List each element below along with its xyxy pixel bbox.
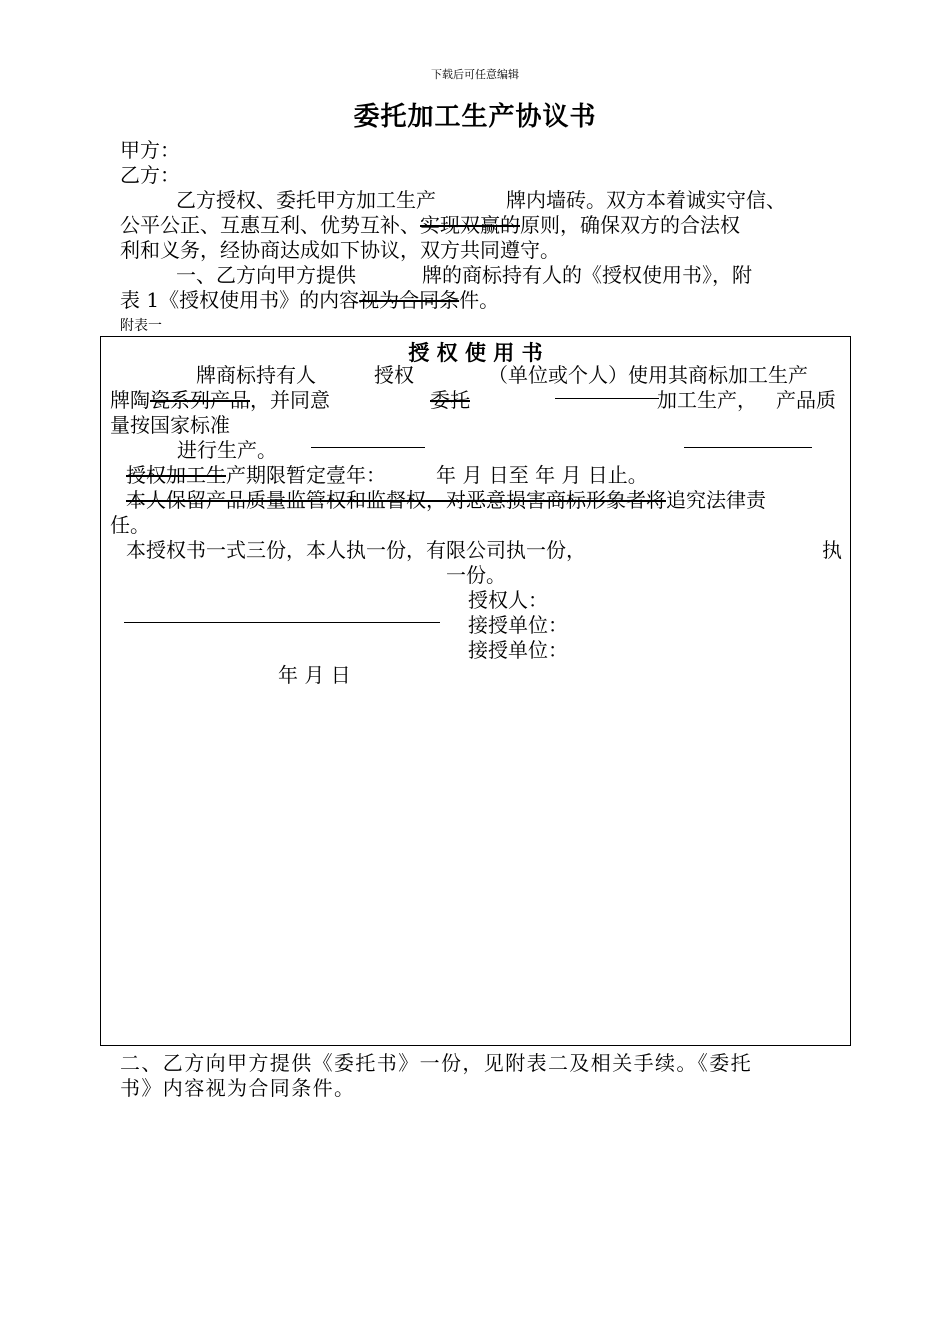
auth-row2-d: 加工生产， xyxy=(657,388,757,412)
para1-line3: 利和义务，经协商达成如下协议，双方共同遵守。 xyxy=(120,238,560,262)
header-note: 下载后可任意编辑 xyxy=(431,68,519,81)
struck-text: 实现双赢的 xyxy=(420,213,520,237)
struck-text: 授权加工生 xyxy=(126,463,226,487)
blank-line xyxy=(555,398,659,399)
party-a-label: 甲方： xyxy=(120,138,180,162)
auth-row1-b: 授权 xyxy=(374,363,414,387)
auth-row5-dates: 年 月 日至 年 月 日止。 xyxy=(436,463,648,487)
auth-row3: 量按国家标准 xyxy=(110,413,230,437)
auth-text: 追究法律责 xyxy=(666,488,766,512)
party-b-label: 乙方： xyxy=(120,163,180,187)
auth-row8-a: 本授权书一式三份，本人执一份，有限公司执一份， xyxy=(126,538,586,562)
auth-title: 授 权 使 用 书 xyxy=(408,340,543,365)
struck-text: 视为合同条 xyxy=(359,288,460,312)
auth-row8-b: 执 xyxy=(822,538,842,562)
para1-line1 xyxy=(176,187,786,213)
para2-text: 件。 xyxy=(459,288,500,312)
auth-row2-e: 产品质 xyxy=(776,388,836,412)
signature-recipient-2: 接授单位： xyxy=(468,638,568,662)
para1-text: 公平公正、互惠互利、优势互补、 xyxy=(120,213,420,237)
para3-line2: 书》内容视为合同条件。 xyxy=(120,1076,356,1100)
auth-row9: 一份。 xyxy=(446,563,506,587)
auth-row5 xyxy=(110,462,386,488)
auth-row6 xyxy=(126,487,766,513)
auth-text: 牌陶 xyxy=(110,388,150,412)
para2-text: 表 1《授权使用书》的内容 xyxy=(120,288,360,312)
struck-text: 本人保留产品质量监管权和监督权，对恶意损害商标形象者将 xyxy=(126,488,666,512)
blank-line xyxy=(684,447,812,448)
signature-authorizer: 授权人： xyxy=(468,588,548,612)
struck-text: 瓷系列产品 xyxy=(150,388,250,412)
blank-line xyxy=(311,447,425,448)
auth-row2-a xyxy=(110,387,330,413)
para2-text: 一、乙方向甲方提供 xyxy=(176,263,356,287)
auth-row1-c: （单位或个人）使用其商标加工生产 xyxy=(488,363,808,387)
para1-line2 xyxy=(120,212,740,238)
auth-text: ，并同意 xyxy=(250,388,330,412)
auth-date: 年 月 日 xyxy=(278,663,351,687)
signature-recipient-1: 接授单位： xyxy=(468,613,568,637)
para2-line2 xyxy=(120,287,499,313)
para3-line1: 二、乙方向甲方提供《委托书》一份，见附表二及相关手续。《委托 xyxy=(120,1051,752,1075)
signature-line xyxy=(124,622,440,623)
para1-text: 乙方授权、委托甲方加工生产 xyxy=(176,188,436,212)
para1-text: 牌内墙砖。双方本着诚实守信、 xyxy=(506,188,786,212)
auth-row1-a: 牌商标持有人 xyxy=(196,363,316,387)
auth-text: 产期限暂定壹年： xyxy=(226,463,386,487)
para2-line1 xyxy=(176,262,752,288)
auth-row2-commission: 委托 xyxy=(430,388,470,412)
para1-text: 原则，确保双方的合法权 xyxy=(520,213,740,237)
para2-text: 牌的商标持有人的《授权使用书》，附 xyxy=(422,263,752,287)
auth-row4: 进行生产。 xyxy=(177,438,277,462)
auth-row7: 任。 xyxy=(110,513,150,537)
page-title: 委托加工生产协议书 xyxy=(353,102,597,132)
appendix-label: 附表一 xyxy=(120,318,162,334)
